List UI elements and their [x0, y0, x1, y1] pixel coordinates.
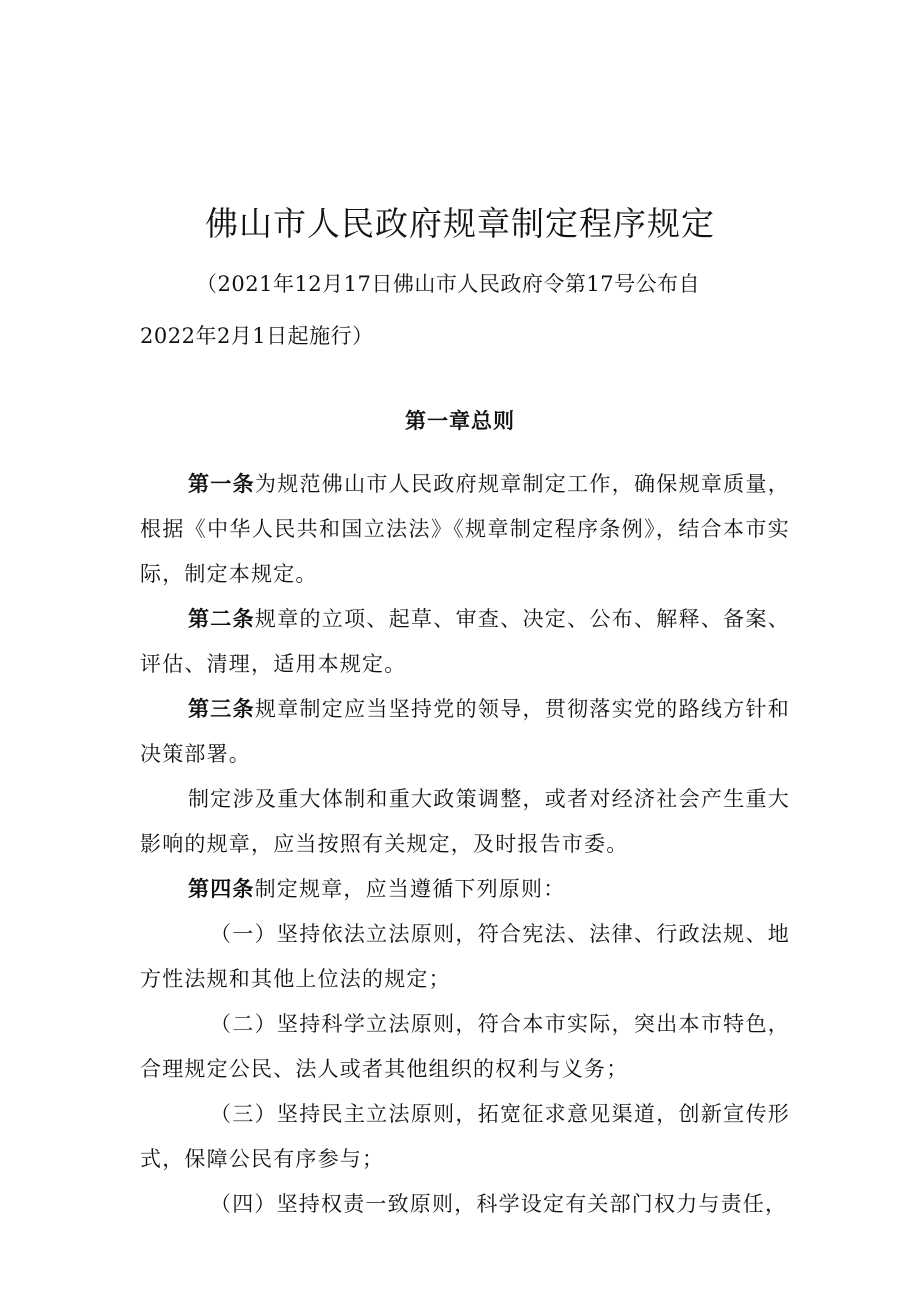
- article-4-item-4: （四）坚持权责一致原则，科学设定有关部门权力与责任，: [210, 1192, 788, 1216]
- chapter-heading: 第一章总则: [405, 409, 515, 433]
- subtitle-line-2: 2022年2月1日起施行）: [140, 324, 374, 348]
- article-3-paragraph-2: [140, 777, 790, 867]
- article-label: 第三条: [188, 697, 255, 721]
- article-4-item-1: （一）坚持依法立法原则，符合宪法、法律、行政法规、地方性法规和其他上位法的规定；: [140, 922, 790, 991]
- article-3: [140, 687, 790, 777]
- article-1: [140, 462, 790, 597]
- article-text: 制定涉及重大体制和重大政策调整，或者对经济社会产生重大影响的规章，应当按照有关规定，及时报告市委。: [140, 787, 790, 856]
- article-text: 制定规章，应当遵循下列原则：: [254, 877, 566, 901]
- article-label: 第四条: [188, 877, 255, 901]
- article-text: 规章的立项、起草、审查、决定、公布、解释、备案、评估、清理，适用本规定。: [140, 607, 790, 676]
- document-subtitle: [140, 258, 800, 362]
- document-title: 佛山市人民政府规章制定程序规定: [205, 204, 715, 243]
- article-2: [140, 597, 790, 687]
- article-4-item-3: （三）坚持民主立法原则，拓宽征求意见渠道，创新宣传形式，保障公民有序参与；: [140, 1102, 790, 1171]
- article-label: 第一条: [188, 472, 255, 496]
- document-body: [140, 462, 790, 1227]
- article-label: 第二条: [188, 607, 255, 631]
- subtitle-line-1: （2021年12月17日佛山市人民政府令第17号公布自: [196, 272, 701, 296]
- article-text: 为规范佛山市人民政府规章制定工作，确保规章质量，根据《中华人民共和国立法法》《规章制定程序条例》，结合本市实际，制定本规定。: [140, 472, 790, 586]
- article-4-item-2: （二）坚持科学立法原则，符合本市实际，突出本市特色，合理规定公民、法人或者其他组织的权利与义务；: [140, 1012, 790, 1081]
- article-4: [140, 867, 790, 912]
- article-text: 规章制定应当坚持党的领导，贯彻落实党的路线方针和决策部署。: [140, 697, 790, 766]
